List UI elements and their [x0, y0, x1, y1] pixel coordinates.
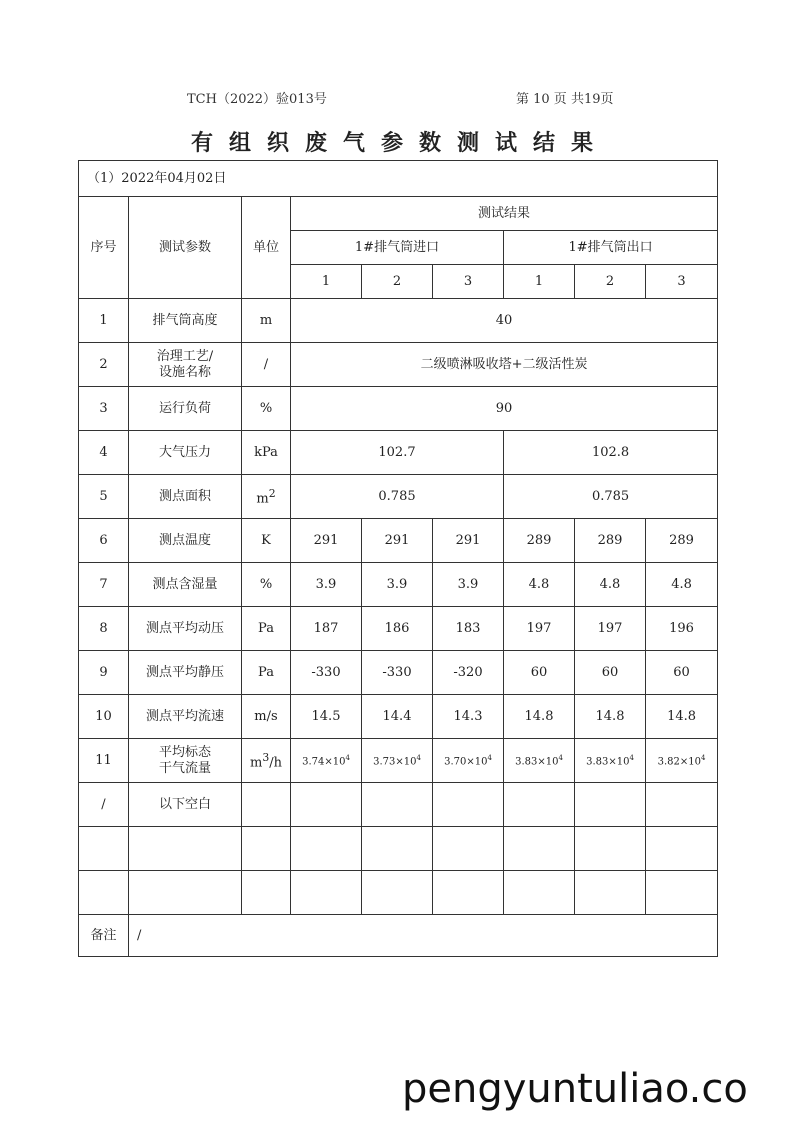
value-cell: 289 [504, 519, 575, 563]
empty-cell [646, 871, 718, 915]
row-seq: / [79, 783, 129, 827]
row-param: 大气压力 [129, 431, 242, 475]
value-cell: 196 [646, 607, 718, 651]
flow-value-cell [504, 739, 575, 783]
flow-exponent: 4 [701, 754, 706, 763]
run-number: 3 [646, 265, 718, 299]
value-cell: 60 [504, 651, 575, 695]
empty-cell [129, 871, 242, 915]
empty-cell [575, 871, 646, 915]
flow-mantissa: 3.82×10 [657, 756, 701, 768]
flow-mantissa: 3.73×10 [373, 756, 417, 768]
empty-cell [242, 827, 291, 871]
page-info: 第 10 页 共19页 [516, 92, 614, 107]
table-row [79, 299, 718, 343]
table-row [79, 475, 718, 519]
flow-value-cell [362, 739, 433, 783]
value-cell: 14.8 [504, 695, 575, 739]
empty-cell [291, 871, 362, 915]
row-param-line: 干气流量 [158, 760, 211, 776]
row-unit [242, 739, 291, 783]
inlet-header: 1#排气筒进口 [291, 231, 504, 265]
col-seq-header: 序号 [79, 197, 129, 299]
table-row [79, 783, 718, 827]
table-row [79, 563, 718, 607]
row-merged-value: 90 [291, 387, 718, 431]
row-unit: % [242, 387, 291, 431]
table-row [79, 651, 718, 695]
row-seq: 8 [79, 607, 129, 651]
row-merged-value: 40 [291, 299, 718, 343]
row-param: 测点平均流速 [129, 695, 242, 739]
row-param: 测点平均动压 [129, 607, 242, 651]
empty-cell [575, 827, 646, 871]
empty-cell [242, 783, 291, 827]
date-row [79, 161, 718, 197]
row-param-line: 平均标态 [158, 744, 211, 760]
empty-cell [79, 871, 129, 915]
row-unit: kPa [242, 431, 291, 475]
row-unit: m/s [242, 695, 291, 739]
row-seq: 10 [79, 695, 129, 739]
value-cell: 187 [291, 607, 362, 651]
flow-exponent: 4 [416, 754, 421, 763]
row-seq: 11 [79, 739, 129, 783]
empty-cell [291, 783, 362, 827]
watermark-text: pengyuntuliao.co [402, 1066, 748, 1112]
flow-mantissa: 3.74×10 [302, 756, 346, 768]
empty-cell [504, 871, 575, 915]
col-unit-header: 单位 [242, 197, 291, 299]
empty-cell [129, 827, 242, 871]
value-cell: 186 [362, 607, 433, 651]
remark-row [79, 915, 718, 957]
empty-cell [242, 871, 291, 915]
flow-exponent: 4 [629, 754, 634, 763]
row-seq: 5 [79, 475, 129, 519]
outlet-value: 0.785 [504, 475, 718, 519]
unit-base: m [256, 491, 269, 507]
row-unit: / [242, 343, 291, 387]
remark-label: 备注 [79, 915, 129, 957]
row-seq: 2 [79, 343, 129, 387]
value-cell: 197 [504, 607, 575, 651]
value-cell: 3.9 [291, 563, 362, 607]
row-merged-value: 二级喷淋吸收塔+二级活性炭 [291, 343, 718, 387]
value-cell: 183 [433, 607, 504, 651]
row-unit: % [242, 563, 291, 607]
report-number: TCH（2022）验013号 [187, 92, 327, 107]
value-cell: 14.8 [646, 695, 718, 739]
date-line: （1）2022年04月02日 [79, 161, 718, 197]
empty-cell [362, 783, 433, 827]
flow-mantissa: 3.83×10 [515, 756, 559, 768]
remark-value: / [129, 915, 718, 957]
flow-value-cell [575, 739, 646, 783]
value-cell: -330 [291, 651, 362, 695]
document-title: 有组织废气参数测试结果 [190, 130, 609, 156]
inlet-value: 0.785 [291, 475, 504, 519]
unit-tail: /h [269, 755, 282, 771]
run-number: 1 [291, 265, 362, 299]
value-cell: 14.4 [362, 695, 433, 739]
empty-cell [646, 783, 718, 827]
flow-value-cell [291, 739, 362, 783]
table-row [79, 431, 718, 475]
unit-base: m [250, 755, 263, 771]
empty-cell [291, 827, 362, 871]
value-cell: -320 [433, 651, 504, 695]
table-row [79, 739, 718, 783]
value-cell: 4.8 [575, 563, 646, 607]
value-cell: 291 [362, 519, 433, 563]
results-table [78, 160, 718, 957]
row-unit: Pa [242, 651, 291, 695]
row-param: 运行负荷 [129, 387, 242, 431]
run-number: 1 [504, 265, 575, 299]
empty-cell [433, 783, 504, 827]
row-unit: K [242, 519, 291, 563]
empty-cell [504, 783, 575, 827]
col-results-header: 测试结果 [291, 197, 718, 231]
unit-superscript: 2 [268, 486, 276, 500]
value-cell: 289 [646, 519, 718, 563]
row-param: 测点面积 [129, 475, 242, 519]
empty-cell [575, 783, 646, 827]
row-param [129, 739, 242, 783]
value-cell: 3.9 [433, 563, 504, 607]
row-seq: 7 [79, 563, 129, 607]
value-cell: 14.8 [575, 695, 646, 739]
row-unit: m [242, 299, 291, 343]
blank-row [79, 827, 718, 871]
value-cell: 14.5 [291, 695, 362, 739]
empty-cell [504, 827, 575, 871]
row-param-line: 设施名称 [158, 364, 211, 380]
run-number: 3 [433, 265, 504, 299]
run-number: 2 [575, 265, 646, 299]
row-param [129, 343, 242, 387]
empty-cell [79, 827, 129, 871]
value-cell: 291 [291, 519, 362, 563]
value-cell: 291 [433, 519, 504, 563]
table-row [79, 607, 718, 651]
value-cell: 4.8 [646, 563, 718, 607]
row-param: 测点平均静压 [129, 651, 242, 695]
row-param: 以下空白 [129, 783, 242, 827]
value-cell: 289 [575, 519, 646, 563]
flow-exponent: 4 [558, 754, 563, 763]
value-cell: 4.8 [504, 563, 575, 607]
row-unit: Pa [242, 607, 291, 651]
flow-value-cell [433, 739, 504, 783]
row-param-line: 治理工艺/ [156, 348, 214, 364]
value-cell: 14.3 [433, 695, 504, 739]
table-row [79, 519, 718, 563]
row-param: 测点含湿量 [129, 563, 242, 607]
unit-superscript: 3 [262, 750, 270, 764]
value-cell: 60 [575, 651, 646, 695]
blank-row [79, 871, 718, 915]
row-unit [242, 475, 291, 519]
flow-mantissa: 3.70×10 [444, 756, 488, 768]
row-param: 测点温度 [129, 519, 242, 563]
flow-value-cell [646, 739, 718, 783]
table-row [79, 343, 718, 387]
value-cell: 3.9 [362, 563, 433, 607]
value-cell: -330 [362, 651, 433, 695]
empty-cell [362, 871, 433, 915]
value-cell: 60 [646, 651, 718, 695]
empty-cell [433, 827, 504, 871]
empty-cell [433, 871, 504, 915]
table-row [79, 695, 718, 739]
flow-exponent: 4 [487, 754, 492, 763]
table-row [79, 387, 718, 431]
empty-cell [362, 827, 433, 871]
row-seq: 4 [79, 431, 129, 475]
row-param: 排气筒高度 [129, 299, 242, 343]
flow-mantissa: 3.83×10 [586, 756, 630, 768]
outlet-header: 1#排气筒出口 [504, 231, 718, 265]
row-seq: 6 [79, 519, 129, 563]
flow-exponent: 4 [345, 754, 350, 763]
empty-cell [646, 827, 718, 871]
run-number: 2 [362, 265, 433, 299]
inlet-value: 102.7 [291, 431, 504, 475]
row-seq: 3 [79, 387, 129, 431]
header-row [79, 197, 718, 231]
outlet-value: 102.8 [504, 431, 718, 475]
row-seq: 9 [79, 651, 129, 695]
value-cell: 197 [575, 607, 646, 651]
row-seq: 1 [79, 299, 129, 343]
col-param-header: 测试参数 [129, 197, 242, 299]
